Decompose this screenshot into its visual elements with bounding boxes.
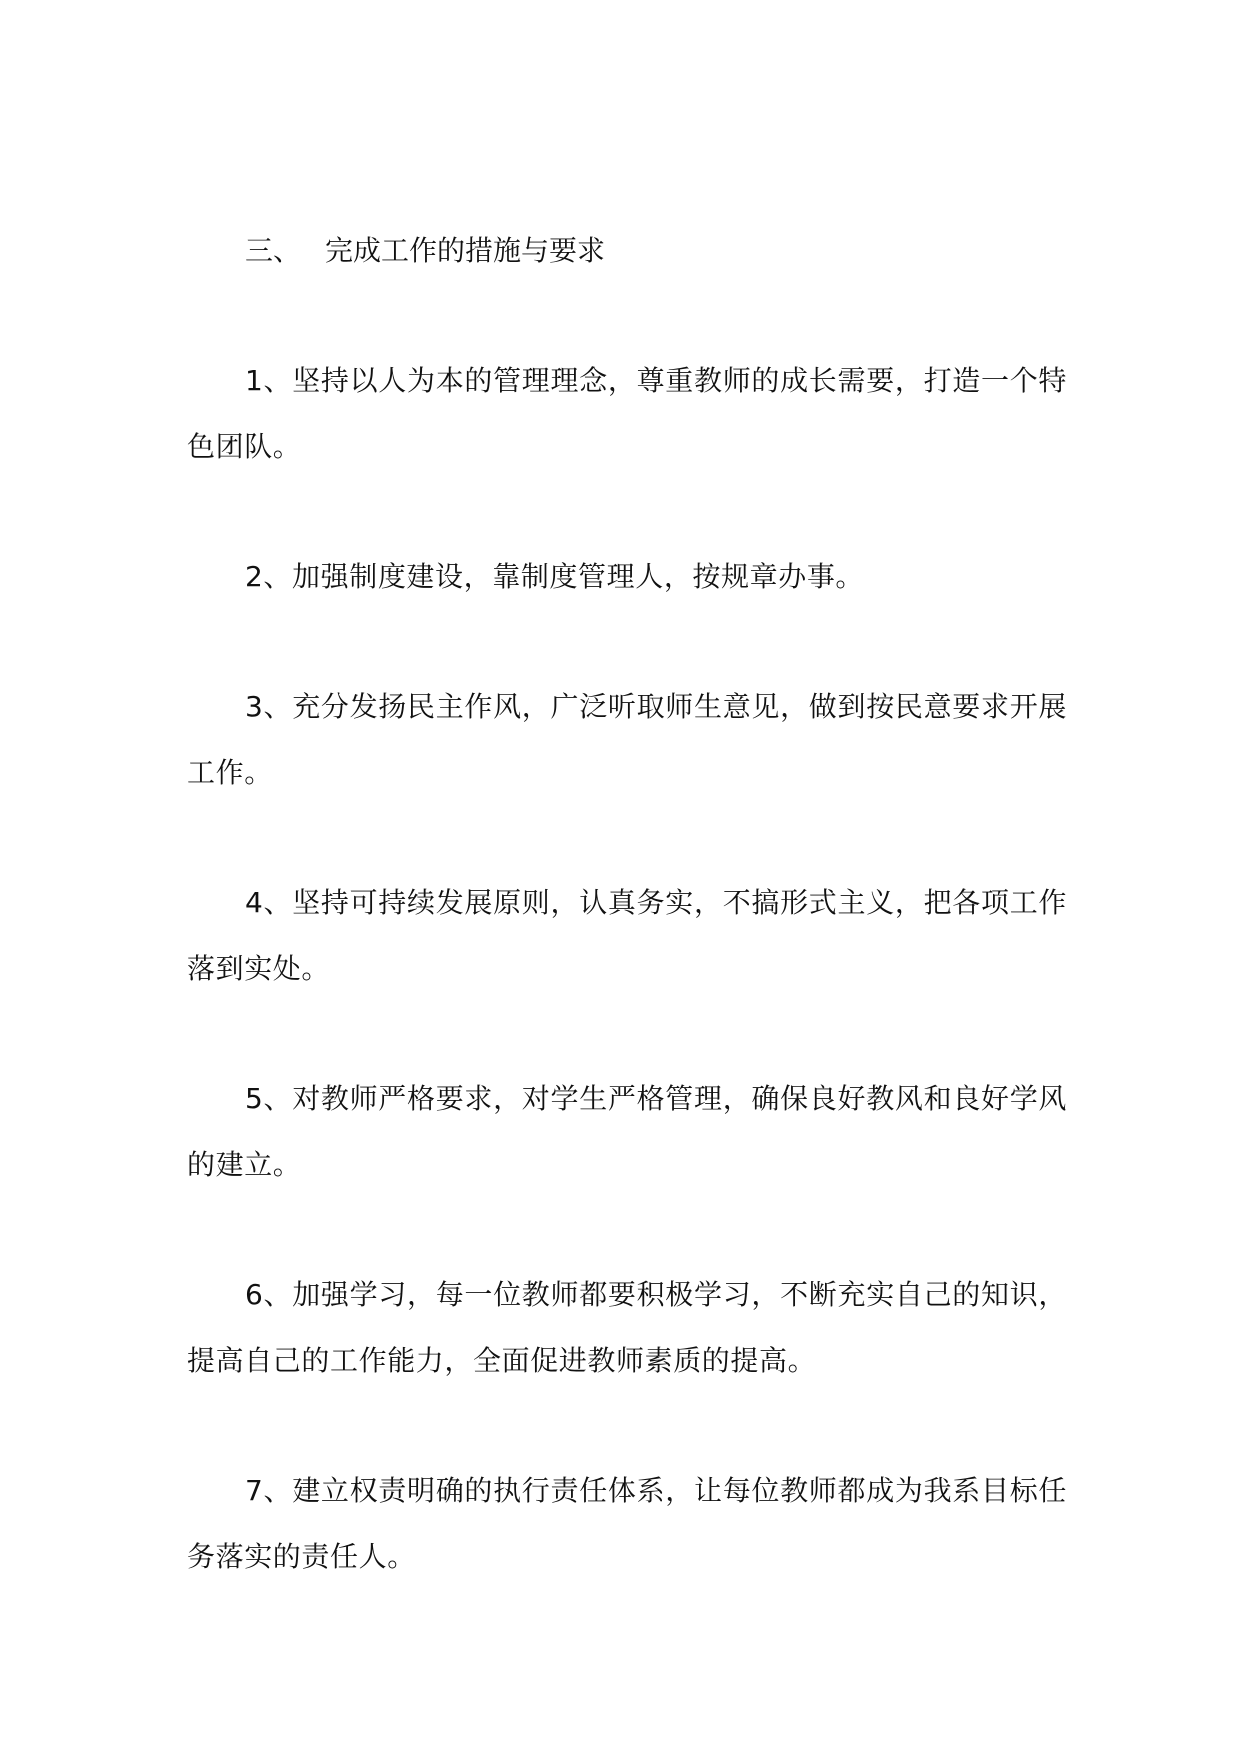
section-title: 完成工作的措施与要求 [325, 234, 606, 267]
measure-item-5: 5、对教师严格要求，对学生严格管理，确保良好教风和良好学风的建立。 [187, 1082, 1067, 1181]
measure-item-4: 4、坚持可持续发展原则，认真务实，不搞形式主义，把各项工作落到实处。 [187, 886, 1067, 985]
document-body [187, 218, 1067, 1654]
measure-item-1: 1、坚持以人为本的管理理念，尊重教师的成长需要，打造一个特色团队。 [187, 364, 1067, 463]
measure-item-3: 3、充分发扬民主作风，广泛听取师生意见，做到按民意要求开展工作。 [187, 690, 1067, 789]
measure-item-2: 2、加强制度建设，靠制度管理人，按规章办事。 [245, 560, 865, 593]
section-heading [187, 218, 1067, 284]
measure-item-6: 6、加强学习，每一位教师都要积极学习，不断充实自己的知识，提高自己的工作能力，全面促进教师素质的提高。 [187, 1278, 1067, 1377]
measure-item-7: 7、建立权责明确的执行责任体系，让每位教师都成为我系目标任务落实的责任人。 [187, 1474, 1067, 1573]
section-number: 三、 [245, 234, 302, 267]
